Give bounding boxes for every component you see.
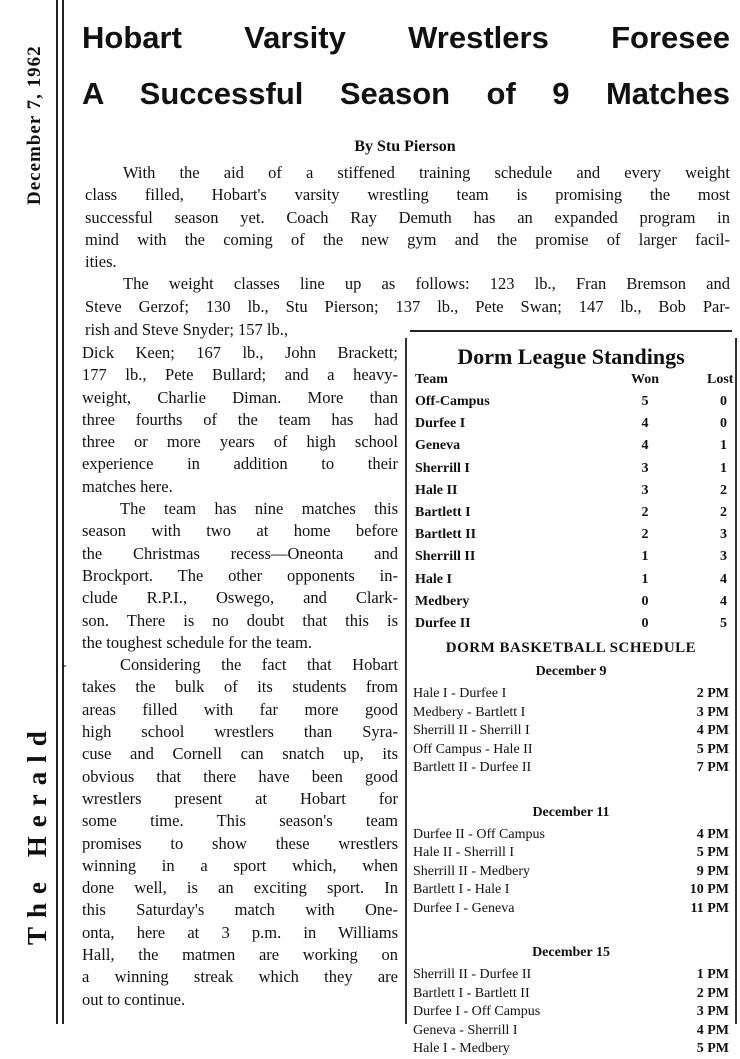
schedule-game [413, 760, 729, 778]
schedule-game [413, 882, 729, 900]
article-line: areas filled with far more good [82, 699, 398, 719]
game-time: 3 PM [696, 704, 729, 720]
game-matchup: Hale I - Durfee I [413, 686, 507, 701]
article-line: some time. This season's team [82, 811, 398, 831]
game-time: 4 PM [696, 826, 729, 842]
team-name: Durfee II [415, 616, 471, 631]
team-name: Off-Campus [415, 394, 490, 409]
game-matchup: Sherrill II - Medbery [413, 863, 531, 879]
article-line: the Christmas recess—Oneonta and [82, 543, 398, 563]
article-line: done well, is an exciting sport. In [82, 878, 398, 898]
article-line: wrestlers present at Hobart for [82, 788, 398, 808]
standings-row [415, 416, 733, 436]
header-lost: Lost [707, 372, 734, 387]
game-time: 4 PM [696, 1022, 729, 1038]
standings-row [415, 394, 733, 414]
schedule-game [413, 864, 729, 882]
schedule-game [413, 901, 729, 919]
article-line: The weight classes line up as follows: 123 lb., Fran Bremson and [123, 274, 730, 294]
game-time: 9 PM [696, 863, 729, 879]
schedule-date: December 11 [532, 804, 610, 820]
game-matchup: Geneva - Sherrill I [413, 1022, 518, 1038]
game-matchup: Hale I - Medbery [413, 1041, 510, 1056]
game-time: 5 PM [696, 845, 729, 860]
article-line: season with two at home before [82, 521, 398, 541]
standings-row [415, 572, 733, 592]
article-line: promises to show these wrestlers [82, 833, 398, 853]
game-matchup: Off Campus - Hale II [413, 741, 533, 757]
game-matchup: Bartlett I - Hale I [413, 882, 510, 897]
article-line: clude R.P.I., Oswego, and Clark- [82, 588, 398, 608]
standings-row [415, 461, 733, 481]
game-matchup: Medbery - Bartlett I [413, 704, 526, 720]
losses: 3 [720, 527, 727, 543]
article-line: The team has nine matches this [120, 499, 398, 519]
article-line: ities. [85, 252, 117, 272]
game-time: 5 PM [696, 741, 729, 757]
losses: 2 [720, 505, 727, 520]
game-time: 2 PM [696, 985, 729, 1001]
article-line: obvious that there have been good [82, 766, 398, 786]
article-line: this Saturday's match with One- [82, 900, 398, 920]
wins: 1 [641, 549, 649, 565]
team-name: Hale I [415, 571, 452, 587]
losses: 3 [720, 549, 727, 565]
article-line: Brockport. The other opponents in- [82, 565, 398, 585]
schedule-game [413, 705, 729, 723]
article-line: the toughest schedule for the team. [82, 632, 313, 652]
box-top-rule [410, 330, 732, 332]
team-name: Bartlett II [415, 527, 477, 543]
game-time: 1 PM [696, 967, 729, 982]
article-intro [85, 162, 730, 318]
article-line: three fourths of the team has had [82, 409, 398, 429]
standings-header [415, 372, 733, 392]
game-matchup: Bartlett II - Durfee II [413, 760, 532, 775]
article-line: Steve Gerzof; 130 lb., Stu Pierson; 137 lb., Pete Swan; 147 lb., Bob Par- [85, 296, 730, 316]
article-line: cuse and Cornell can snatch up, its [82, 744, 398, 764]
standings-row [415, 616, 733, 636]
paper-name: The Herald [22, 722, 52, 945]
wins: 3 [641, 482, 649, 498]
team-name: Hale II [415, 482, 458, 498]
team-name: Geneva [415, 438, 461, 454]
article-line: Considering the fact that Hobart [120, 655, 398, 675]
game-matchup: Durfee I - Off Campus [413, 1004, 541, 1019]
wins: 4 [641, 438, 649, 454]
article-line: mind with the coming of the new gym and the promise of larger facil- [85, 229, 730, 249]
schedule-game [413, 742, 729, 760]
schedule-game [413, 1004, 729, 1022]
schedule-game [413, 827, 729, 845]
schedule-game [413, 967, 729, 985]
schedule-title: DORM BASKETBALL SCHEDULE [445, 640, 697, 656]
article-line: takes the bulk of its students from [82, 677, 398, 697]
team-name: Medbery [415, 593, 470, 609]
article-line: a winning streak which they are [82, 967, 398, 987]
article-line: class filled, Hobart's varsity wrestling team is promising the most [85, 185, 730, 205]
standings-row [415, 505, 733, 525]
game-time: 11 PM [690, 900, 729, 916]
game-matchup: Durfee I - Geneva [413, 900, 515, 916]
margin-mark: - [62, 658, 67, 673]
game-time: 10 PM [689, 882, 729, 897]
sports-sidebar-box [405, 338, 737, 1056]
team-name: Sherrill II [415, 549, 476, 565]
article-line: Hall, the matmen are working on [82, 945, 398, 965]
article-line: weight, Charlie Diman. More than [82, 387, 398, 407]
wins: 1 [641, 571, 649, 587]
game-matchup: Durfee II - Off Campus [413, 826, 545, 842]
losses: 5 [720, 616, 727, 631]
article-line: son. There is no doubt that this is [82, 610, 398, 630]
team-name: Sherrill I [415, 460, 470, 476]
headline-line-2: A Successful Season of 9 Matches [82, 76, 730, 111]
article-line: successful season yet. Coach Ray Demuth has an expanded program in [85, 207, 730, 227]
wins: 2 [641, 505, 649, 520]
standings-row [415, 438, 733, 458]
losses: 1 [720, 460, 727, 476]
losses: 1 [720, 438, 727, 454]
standings-row [415, 594, 733, 614]
game-matchup: Bartlett I - Bartlett II [413, 985, 530, 1001]
game-matchup: Sherrill II - Durfee II [413, 967, 532, 982]
game-time: 3 PM [696, 1004, 729, 1019]
article-column [82, 342, 398, 1011]
schedule-game [413, 723, 729, 741]
game-time: 7 PM [696, 760, 729, 775]
standings-title: Dorm League Standings [457, 344, 685, 369]
headline-line-1: Hobart Varsity Wrestlers Foresee [82, 20, 730, 55]
article-line: experience in addition to their [82, 454, 398, 474]
schedule-game [413, 986, 729, 1004]
schedule-game [413, 1023, 729, 1041]
wins: 0 [641, 593, 649, 609]
losses: 4 [720, 571, 727, 587]
schedule-game [413, 845, 729, 863]
article-line: matches here. [82, 476, 173, 496]
wins: 3 [641, 460, 649, 476]
standings-row [415, 527, 733, 547]
article-line: three or more years of high school [82, 432, 398, 452]
article-line: Dick Keen; 167 lb., John Brackett; [82, 343, 398, 362]
game-time: 2 PM [696, 686, 729, 701]
schedule-date: December 9 [535, 664, 607, 679]
header-team: Team [415, 372, 448, 387]
losses: 4 [720, 593, 727, 609]
schedule-game [413, 686, 729, 704]
team-name: Durfee I [415, 416, 466, 432]
wins: 0 [641, 616, 649, 631]
schedule-date: December 15 [532, 945, 610, 960]
article-line: out to continue. [82, 989, 186, 1009]
game-matchup: Hale II - Sherrill I [413, 845, 515, 860]
article-line: rish and Steve Snyder; 157 lb., [85, 320, 289, 339]
header-won: Won [630, 372, 659, 387]
article-line: 177 lb., Pete Bullard; and a heavy- [82, 365, 398, 385]
wins: 2 [641, 527, 649, 543]
losses: 2 [720, 482, 727, 498]
schedule-game [413, 1041, 729, 1059]
article-line: winning in a sport which, when [82, 855, 398, 875]
game-matchup: Sherrill II - Sherrill I [413, 723, 530, 738]
byline: By Stu Pierson [354, 138, 456, 155]
article-line: high school wrestlers than Syra- [82, 722, 398, 742]
standings-row [415, 549, 733, 569]
wins: 5 [641, 394, 649, 409]
losses: 0 [720, 416, 727, 432]
game-time: 4 PM [696, 723, 729, 738]
article-line: onta, here at 3 p.m. in Williams [82, 922, 398, 942]
issue-date: December 7, 1962 [24, 45, 45, 205]
losses: 0 [720, 394, 727, 409]
game-time: 5 PM [696, 1041, 729, 1056]
team-name: Bartlett I [415, 505, 471, 520]
wins: 4 [641, 416, 649, 432]
standings-row [415, 483, 733, 503]
article-line: With the aid of a stiffened training schedule and every weight [123, 163, 730, 182]
